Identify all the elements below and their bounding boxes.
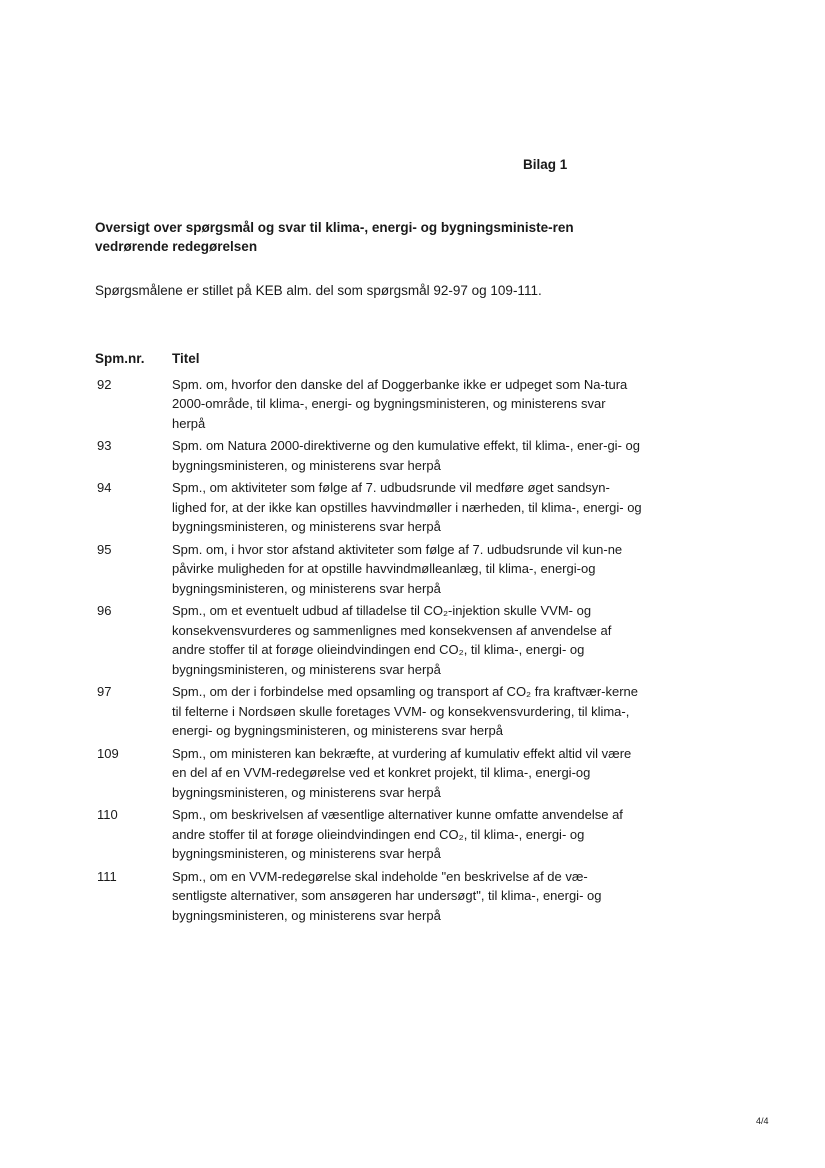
question-number: 111 bbox=[97, 868, 117, 884]
table-row bbox=[95, 478, 655, 537]
table-row bbox=[95, 867, 655, 926]
page-number: 4/4 bbox=[756, 1116, 769, 1126]
question-number: 97 bbox=[97, 684, 112, 699]
table-row bbox=[95, 436, 655, 475]
question-number: 109 bbox=[97, 745, 119, 761]
document-title: Oversigt over spørgsmål og svar til klima-, energi- og bygningsministe-ren vedrørende redegørelsen bbox=[95, 220, 574, 254]
question-title: Spm., om beskrivelsen af væsentlige alternativer kunne omfatte anvendelse af andre stoffer til at forøge olieindvindingen end CO₂, til klima-, energi- og bygningsministeren, og ministerens svar herpå bbox=[172, 807, 623, 861]
question-title: Spm. om, i hvor stor afstand aktiviteter som følge af 7. udbudsrunde vil kun-ne påvirke muligheden for at opstille havvindmølleanlæg, til klima-, energi-og bygningsministeren, og ministerens svar herpå bbox=[172, 541, 623, 596]
table-header-row bbox=[95, 349, 655, 369]
question-title: Spm., om et eventuelt udbud af tilladelse til CO₂-injektion skulle VVM- og konsekvensvurderes og sammenlignes med konsekvensen af anvendelse af andre stoffer til at forøge olieindvindingen end CO₂, til klima-, energi- og bygningsministeren, og ministerens svar herpå bbox=[172, 603, 612, 677]
question-number: 110 bbox=[97, 807, 118, 822]
question-title: Spm. om, hvorfor den danske del af Doggerbanke ikke er udpeget som Na-tura 2000-område, til klima-, energi- og bygningsministeren, og ministerens svar herpå bbox=[172, 376, 628, 431]
question-number: 93 bbox=[97, 438, 112, 453]
question-number: 95 bbox=[97, 541, 112, 557]
question-number: 92 bbox=[97, 376, 112, 392]
question-title: Spm., om en VVM-redegørelse skal indeholde "en beskrivelse af de væ-sentligste alternativer, som ansøgeren har undersøgt", til klima-, energi- og bygningsministeren, og ministerens svar herpå bbox=[172, 868, 602, 923]
question-number: 96 bbox=[97, 603, 112, 618]
table-row bbox=[95, 744, 655, 803]
question-title: Spm., om ministeren kan bekræfte, at vurdering af kumulativ effekt altid vil være en del af en VVM-redegørelse ved et konkret projekt, til klima-, energi-og bygningsministeren, og ministerens svar herpå bbox=[172, 745, 632, 800]
table-row bbox=[95, 805, 655, 864]
table-row bbox=[95, 540, 655, 599]
question-title: Spm., om der i forbindelse med opsamling og transport af CO₂ fra kraftvær-kerne til felterne i Nordsøen skulle foretages VVM- og konsekvensvurdering, til klima-, energi- og bygningsministeren, og ministerens svar herpå bbox=[172, 684, 639, 738]
table-row bbox=[95, 682, 655, 741]
annex-label: Bilag 1 bbox=[523, 157, 568, 172]
questions-table bbox=[95, 349, 655, 925]
table-row bbox=[95, 375, 655, 434]
column-header-number: Spm.nr. bbox=[95, 351, 145, 366]
table-row bbox=[95, 601, 655, 679]
question-title: Spm., om aktiviteter som følge af 7. udbudsrunde vil medføre øget sandsyn-lighed for, at der ikke kan opstilles havvindmøller i nærheden, til klima-, energi- og bygningsministeren, og ministerens svar herpå bbox=[172, 480, 642, 534]
question-title: Spm. om Natura 2000-direktiverne og den kumulative effekt, til klima-, ener-gi- og bygningsministeren, og ministerens svar herpå bbox=[172, 438, 640, 473]
intro-text: Spørgsmålene er stillet på KEB alm. del som spørgsmål 92-97 og 109-111. bbox=[95, 283, 542, 298]
question-number: 94 bbox=[97, 480, 112, 495]
column-header-title: Titel bbox=[172, 351, 200, 366]
